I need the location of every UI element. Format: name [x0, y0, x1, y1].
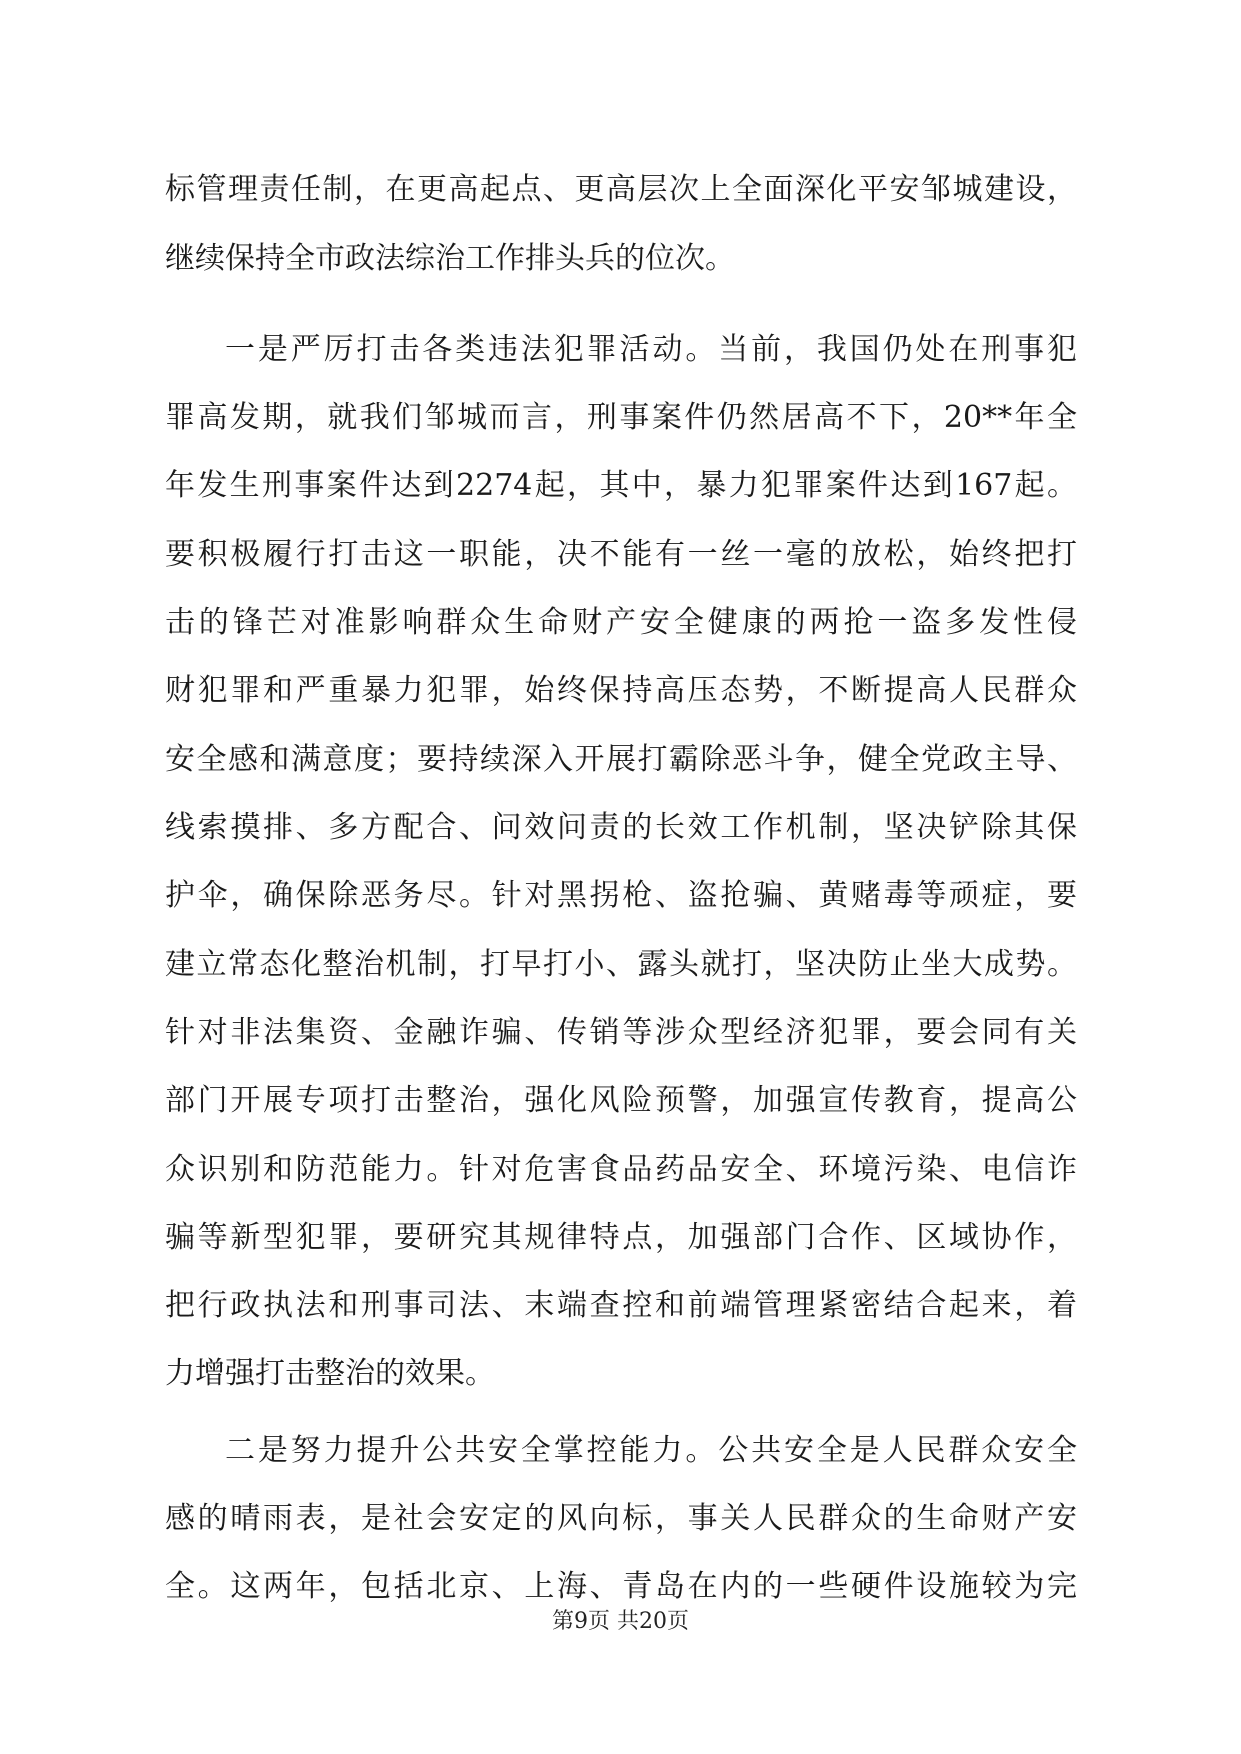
text-line: 众识别和防范能力。针对危害食品药品安全、环境污染、电信诈 [165, 1152, 1077, 1187]
text-line: 力增强打击整治的效果。 [165, 1356, 495, 1391]
paragraph-start-line: 一是严厉打击各类违法犯罪活动。当前，我国仍处在刑事犯 [225, 332, 1077, 367]
page-number-footer: 第9页 共20页 [552, 1609, 689, 1634]
text-line: 罪高发期，就我们邹城而言，刑事案件仍然居高不下，20**年全 [165, 400, 1077, 435]
text-line: 针对非法集资、金融诈骗、传销等涉众型经济犯罪，要会同有关 [165, 1015, 1077, 1050]
text-line: 年发生刑事案件达到2274起，其中，暴力犯罪案件达到167起。 [165, 468, 1077, 503]
text-line: 财犯罪和严重暴力犯罪，始终保持高压态势，不断提高人民群众 [165, 673, 1077, 708]
text-line: 线索摸排、多方配合、问效问责的长效工作机制，坚决铲除其保 [165, 810, 1077, 845]
text-line: 骗等新型犯罪，要研究其规律特点，加强部门合作、区域协作， [165, 1220, 1077, 1255]
text-line: 建立常态化整治机制，打早打小、露头就打，坚决防止坐大成势。 [165, 947, 1077, 982]
text-line: 把行政执法和刑事司法、末端查控和前端管理紧密结合起来，着 [165, 1288, 1077, 1323]
text-line: 感的晴雨表，是社会安定的风向标，事关人民群众的生命财产安 [165, 1501, 1077, 1536]
text-line: 击的锋芒对准影响群众生命财产安全健康的两抢一盗多发性侵 [165, 605, 1077, 640]
text-line: 护伞，确保除恶务尽。针对黑拐枪、盗抢骗、黄赌毒等顽症，要 [165, 878, 1077, 913]
text-line: 标管理责任制，在更高起点、更高层次上全面深化平安邹城建设， [165, 172, 1077, 207]
text-line: 要积极履行打击这一职能，决不能有一丝一毫的放松，始终把打 [165, 537, 1077, 572]
text-line: 安全感和满意度；要持续深入开展打霸除恶斗争，健全党政主导、 [165, 742, 1077, 777]
text-line: 部门开展专项打击整治，强化风险预警，加强宣传教育，提高公 [165, 1083, 1077, 1118]
text-line: 继续保持全市政法综治工作排头兵的位次。 [165, 241, 735, 276]
text-line: 全。这两年，包括北京、上海、青岛在内的一些硬件设施较为完 [165, 1569, 1077, 1604]
paragraph-start-line: 二是努力提升公共安全掌控能力。公共安全是人民群众安全 [225, 1433, 1077, 1468]
